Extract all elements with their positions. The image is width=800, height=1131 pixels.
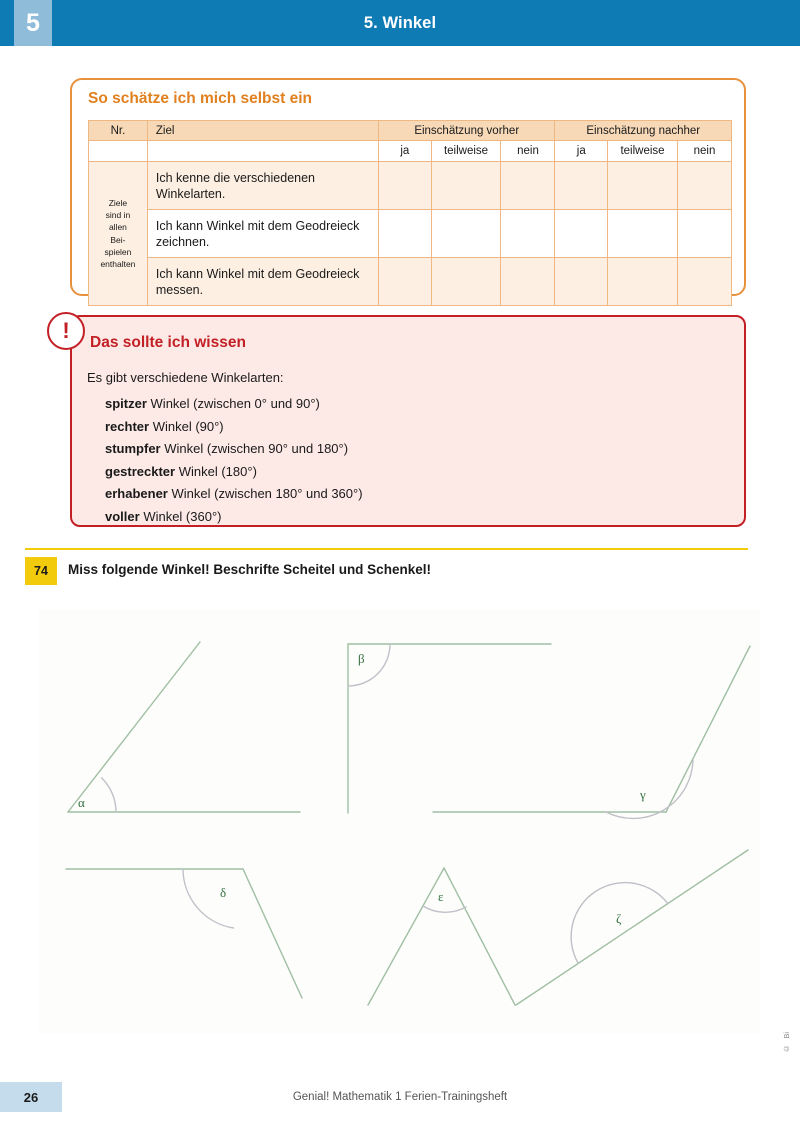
checkbox-cell-after-nein[interactable] [677, 162, 731, 210]
angle-type-description: Winkel (90°) [152, 418, 224, 434]
exclamation-icon: ! [47, 312, 85, 350]
side-credit-line-2: © [782, 1044, 791, 1054]
table-row [89, 258, 732, 306]
exercise-number-badge: 74 [25, 557, 57, 585]
epsilon-arc [423, 906, 466, 912]
column-header-before: Einschätzung vorher [379, 121, 555, 141]
angle-figure-zeta [516, 850, 748, 1005]
beta-arc [348, 644, 390, 686]
subheader-after-ja: ja [555, 141, 608, 162]
angle-figure-alpha [68, 642, 300, 812]
checkbox-cell-before-ja[interactable] [379, 162, 432, 210]
side-credit [780, 1030, 794, 1059]
table-header-row [89, 121, 732, 141]
angle-type-name: voller [105, 508, 140, 524]
checkbox-cell-before-nein[interactable] [501, 258, 555, 306]
goal-note-cell [89, 162, 148, 306]
knowledge-intro-text: Es gibt verschiedene Winkelarten: [87, 370, 284, 385]
checkbox-cell-after-nein[interactable] [677, 210, 731, 258]
self-assessment-box [70, 78, 746, 296]
checkbox-cell-after-teilweise[interactable] [608, 210, 678, 258]
angle-type-item [105, 483, 363, 506]
checkbox-cell-before-ja[interactable] [379, 258, 432, 306]
checkbox-cell-after-teilweise[interactable] [608, 258, 678, 306]
gamma-ray-diagonal [666, 646, 750, 812]
angle-type-description: Winkel (zwischen 0° und 90°) [150, 396, 320, 411]
angle-type-item [105, 461, 363, 484]
angle-type-description: Winkel (360°) [143, 508, 222, 524]
chapter-number-badge: 5 [14, 0, 52, 46]
checkbox-cell-before-teilweise[interactable] [431, 258, 501, 306]
checkbox-cell-before-teilweise[interactable] [431, 210, 501, 258]
angle-type-item [105, 438, 363, 461]
page-title: 5. Winkel [363, 13, 437, 32]
checkbox-cell-after-ja[interactable] [555, 210, 608, 258]
alpha-ray-diagonal [68, 642, 200, 812]
delta-ray-diagonal [243, 869, 302, 998]
self-assessment-title: So schätze ich mich selbst ein [88, 90, 312, 107]
angle-type-item [105, 416, 363, 439]
exercise-divider [25, 548, 748, 550]
checkbox-cell-before-ja[interactable] [379, 210, 432, 258]
angle-figures-svg [38, 610, 760, 1034]
checkbox-cell-after-teilweise[interactable] [608, 162, 678, 210]
subheader-before-ja: ja [379, 141, 432, 162]
angle-type-name: erhabener [105, 486, 168, 501]
goal-note-line: spielen [104, 246, 132, 257]
angle-type-name: gestreckter [105, 463, 176, 479]
goal-text: Ich kann Winkel mit dem Geodreieck messen. [147, 258, 378, 306]
subheader-after-nein: nein [677, 141, 731, 162]
footer-title: Genial! Mathematik 1 Ferien-Trainingsheft [292, 1091, 508, 1103]
checkbox-cell-before-nein[interactable] [501, 162, 555, 210]
gamma-arc [606, 760, 693, 819]
goal-text: Ich kenne die verschiedenen Winkelarten. [147, 162, 378, 210]
angle-type-item [105, 393, 363, 416]
column-header-goal: Ziel [147, 121, 378, 141]
alpha-arc [102, 778, 116, 812]
angle-type-name: spitzer [105, 396, 147, 411]
subheader-before-teilweise: teilweise [431, 141, 501, 162]
angle-figure-beta [348, 644, 551, 813]
angle-type-description: Winkel (180°) [178, 463, 257, 479]
goal-note-line: enthalten [100, 259, 136, 270]
checkbox-cell-before-teilweise[interactable] [431, 162, 501, 210]
goal-note-line: allen [108, 222, 127, 233]
knowledge-title: Das sollte ich wissen [90, 334, 246, 351]
checkbox-cell-after-ja[interactable] [555, 162, 608, 210]
checkbox-cell-after-ja[interactable] [555, 258, 608, 306]
angle-label-epsilon: ε [438, 889, 444, 904]
angle-label-gamma: γ [640, 787, 646, 802]
checkbox-cell-before-nein[interactable] [501, 210, 555, 258]
knowledge-box [70, 315, 746, 527]
table-subheader-row [89, 141, 732, 162]
table-row [89, 162, 732, 210]
self-assessment-table [88, 120, 732, 306]
angle-figure-delta [66, 869, 302, 998]
angle-type-description: Winkel (zwischen 90° und 180°) [164, 441, 349, 456]
table-row [89, 210, 732, 258]
column-header-nr: Nr. [89, 121, 148, 141]
goal-note-line: sind in [105, 209, 131, 220]
column-header-after: Einschätzung nachher [555, 121, 732, 141]
goal-note-line: Bei- [110, 234, 126, 245]
angle-label-delta: δ [220, 885, 227, 900]
goal-note-line: Ziele [108, 197, 128, 208]
subheader-goal-empty [147, 141, 378, 162]
epsilon-ray-right [444, 868, 515, 1005]
angle-type-name: rechter [105, 418, 150, 434]
subheader-after-teilweise: teilweise [608, 141, 678, 162]
angle-type-list [105, 393, 363, 528]
goal-text: Ich kann Winkel mit dem Geodreieck zeichnen. [147, 210, 378, 258]
angle-label-alpha: α [78, 795, 85, 810]
angle-type-name: stumpfer [105, 441, 161, 456]
angle-type-description: Winkel (zwischen 180° und 360°) [171, 486, 363, 501]
epsilon-ray-left [368, 868, 444, 1005]
subheader-nr-empty [89, 141, 148, 162]
subheader-before-nein: nein [501, 141, 555, 162]
angle-label-beta: β [358, 651, 365, 666]
checkbox-cell-after-nein[interactable] [677, 258, 731, 306]
exercise-instruction: Miss folgende Winkel! Beschrifte Scheitel und Schenkel! [68, 562, 431, 577]
side-credit-line-1: Bi [782, 1032, 791, 1039]
angle-figures-panel [38, 610, 760, 1034]
angle-label-zeta: ζ [616, 911, 622, 926]
angle-figure-gamma [433, 646, 750, 818]
zeta-line [516, 850, 748, 1005]
angle-type-item [105, 506, 363, 529]
footer-page-number: 26 [0, 1082, 62, 1112]
